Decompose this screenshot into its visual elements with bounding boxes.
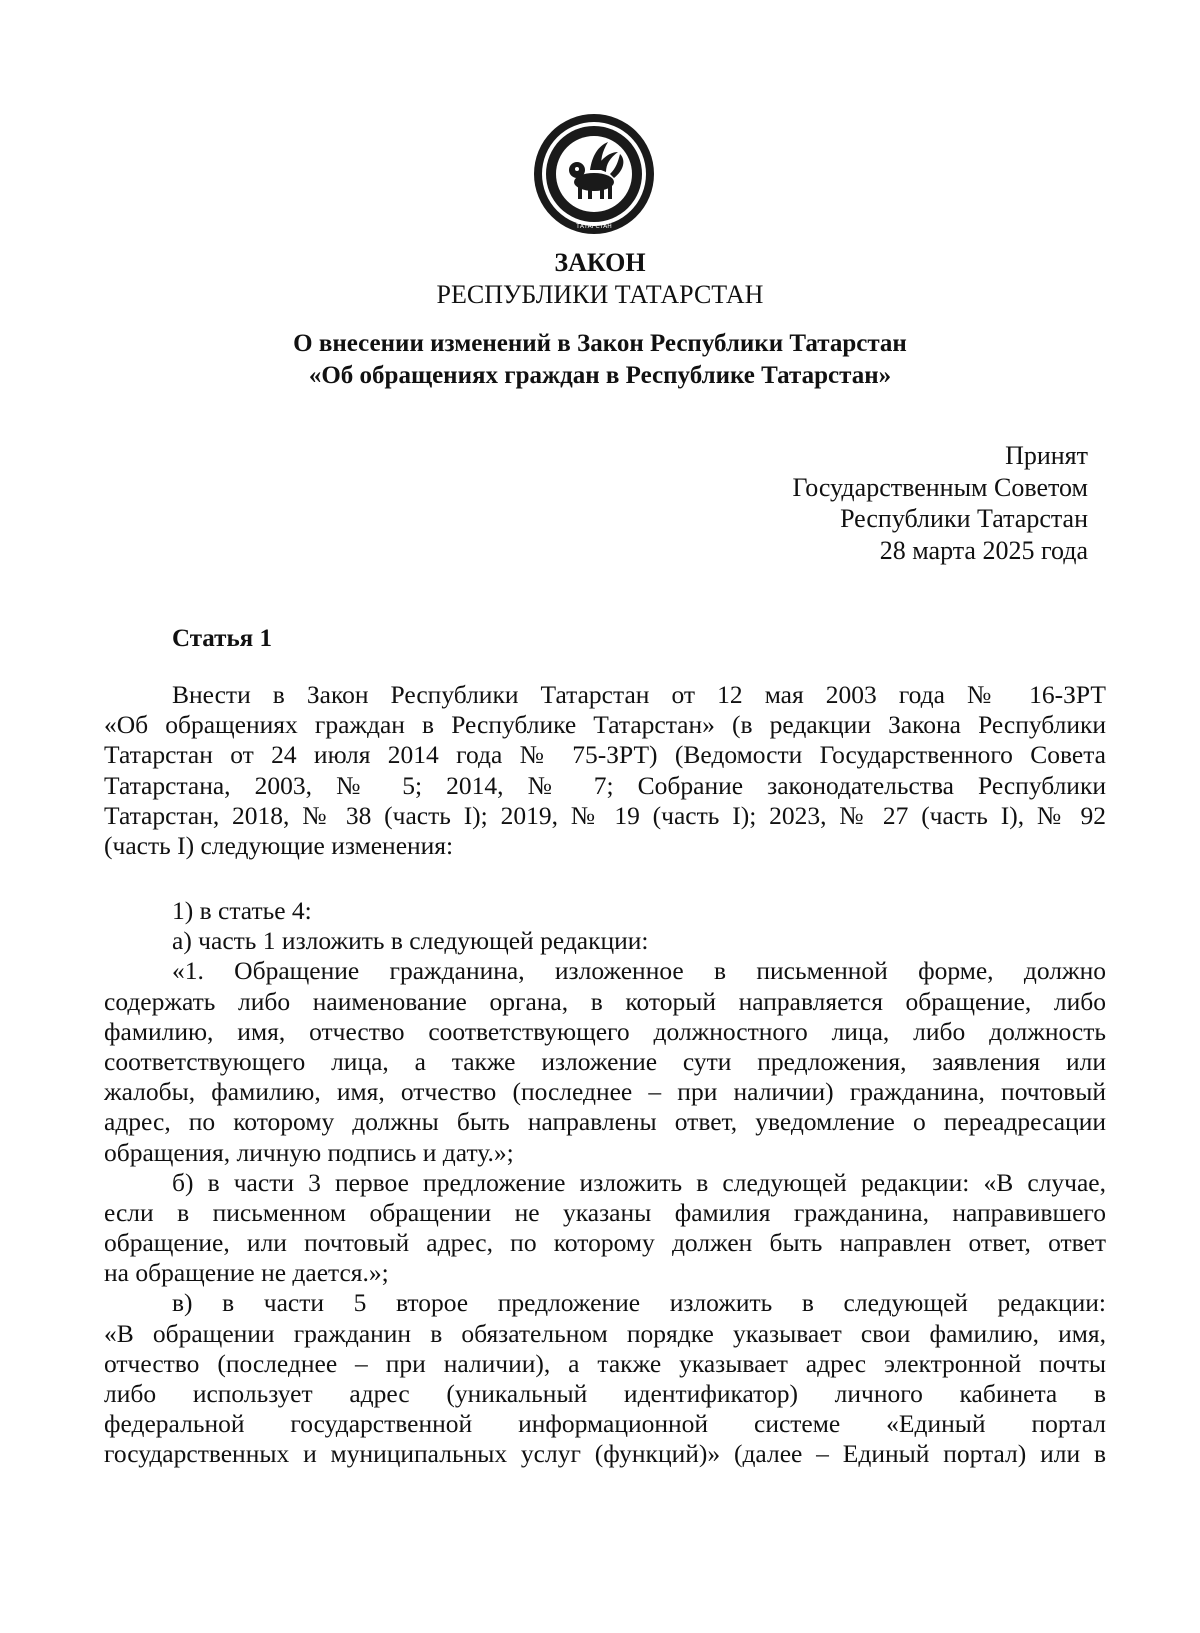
text-line: Татарстан от 24 июля 2014 года № 75-ЗРТ) (Ведомости Государственного Совета <box>104 740 1106 770</box>
text-line: отчество (последнее – при наличии), а также указывает адрес электронной почты <box>104 1348 1106 1378</box>
text-line: Татарстан, 2018, № 38 (часть I); 2019, № 19 (часть I); 2023, № 27 (часть I), № 92 <box>104 800 1106 830</box>
tatarstan-coat-of-arms-icon <box>532 112 656 236</box>
adoption-line-2: Государственным Советом <box>792 472 1088 502</box>
tatarstan-emblem <box>532 112 656 236</box>
law-title-republic: РЕСПУБЛИКИ ТАТАРСТАН <box>436 280 764 309</box>
text-line: б) в части 3 первое предложение изложить в следующей редакции: «В случае, <box>172 1167 1106 1197</box>
text-line: в) в части 5 второе предложение изложить в следующей редакции: <box>172 1288 1106 1318</box>
text-line: на обращение не дается.»; <box>104 1258 389 1288</box>
adoption-line-1: Принят <box>1005 441 1088 470</box>
text-line: 1) в статье 4: <box>172 896 312 925</box>
text-line: Внести в Закон Республики Татарстан от 12 мая 2003 года № 16-ЗРТ <box>172 680 1106 709</box>
text-line: фамилию, имя, отчество соответствующего должностного лица, либо должность <box>104 1016 1106 1046</box>
text-line: соответствующего лица, а также изложение сути предложения, заявления или <box>104 1046 1106 1076</box>
text-line: Татарстана, 2003, № 5; 2014, № 7; Собрание законодательства Республики <box>104 770 1106 800</box>
text-line: «В обращении гражданин в обязательном порядке указывает свои фамилию, имя, <box>104 1318 1106 1348</box>
law-subtitle-line2: «Об обращениях граждан в Республике Татарстан» <box>308 362 892 389</box>
text-line: жалобы, фамилию, имя, отчество (последнее – при наличии) гражданина, почтовый <box>104 1077 1106 1107</box>
text-line: а) часть 1 изложить в следующей редакции: <box>172 926 649 956</box>
text-line: адрес, по которому должны быть направлены ответ, уведомление о переадресации <box>104 1107 1106 1137</box>
text-line: обращение, или почтовый адрес, по которому должен быть направлен ответ, ответ <box>104 1228 1106 1258</box>
article-intro-paragraph <box>104 680 1106 861</box>
text-line: федеральной государственной информационной системе «Единый портал <box>104 1409 1106 1439</box>
law-subtitle-line1: О внесении изменений в Закон Республики Татарстан <box>293 330 907 357</box>
text-line: содержать либо наименование органа, в который направляется обращение, либо <box>104 986 1106 1016</box>
law-title: ЗАКОН <box>554 248 646 277</box>
article-items <box>104 896 1106 1470</box>
text-line: «1. Обращение гражданина, изложенное в письменной форме, должно <box>172 956 1106 986</box>
adoption-date: 28 марта 2025 года <box>879 535 1088 565</box>
adoption-line-3: Республики Татарстан <box>840 504 1088 533</box>
text-line: государственных и муниципальных услуг (функций)» (далее – Единый портал) или в <box>104 1439 1106 1469</box>
text-line: (часть I) следующие изменения: <box>104 830 454 860</box>
article-heading: Статья 1 <box>172 625 272 652</box>
text-line: если в письменном обращении не указаны фамилия гражданина, направившего <box>104 1197 1106 1227</box>
text-line: обращения, личную подпись и дату.»; <box>104 1137 514 1167</box>
text-line: «Об обращениях граждан в Республике Татарстан» (в редакции Закона Республики <box>104 710 1106 740</box>
adoption-block <box>792 440 1088 566</box>
text-line: либо использует адрес (уникальный идентификатор) личного кабинета в <box>104 1379 1106 1408</box>
emblem-ring-text: ТАТАРСТАН <box>576 223 612 230</box>
